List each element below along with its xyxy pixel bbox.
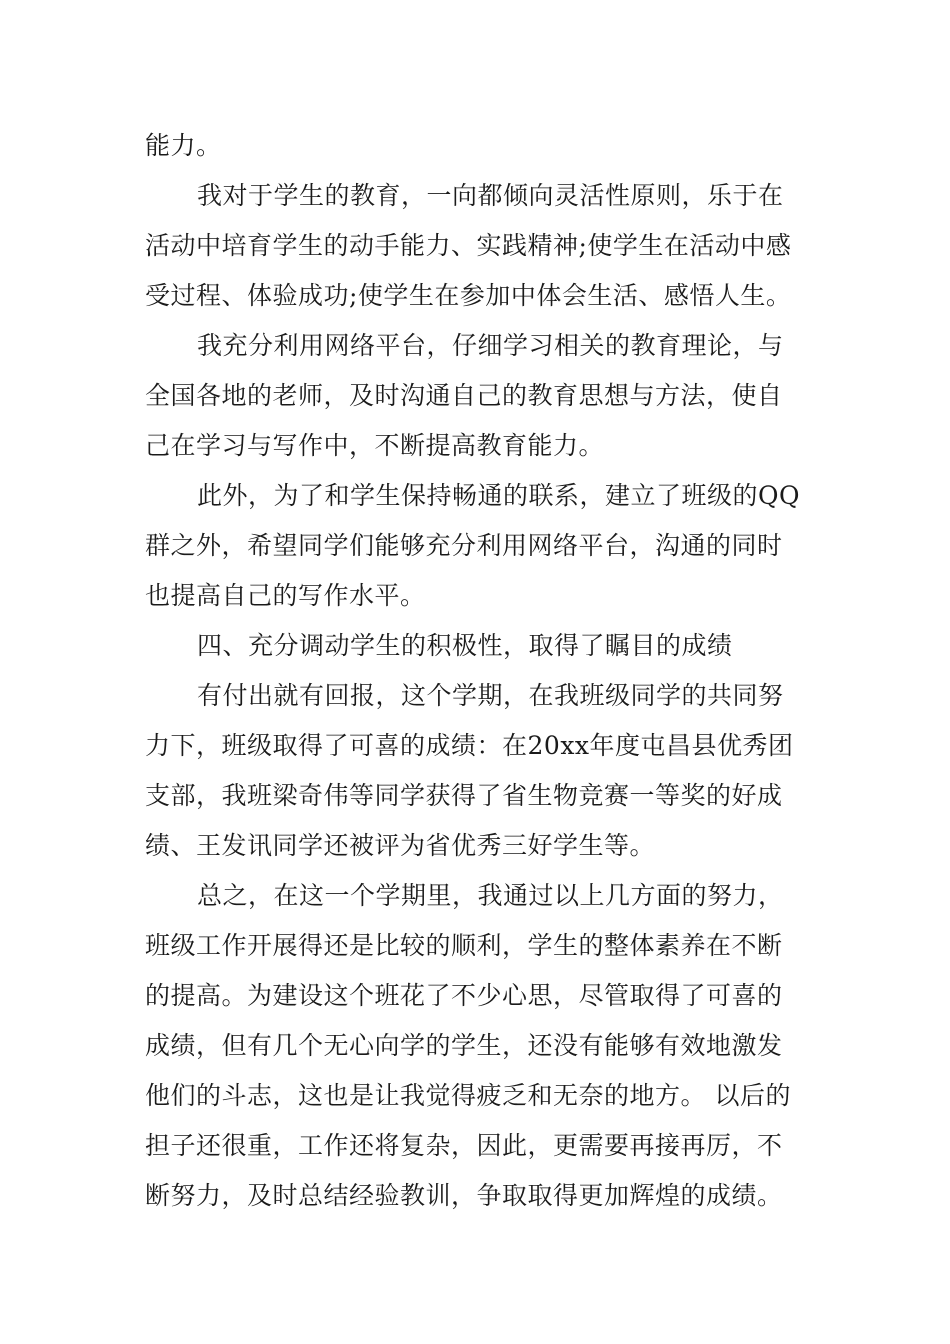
- text-line: 成绩，但有几个无心向学的学生，还没有能够有效地激发: [145, 1031, 783, 1060]
- text-line: 的提高。为建设这个班花了不少心思，尽管取得了可喜的: [145, 981, 783, 1010]
- text-line: 断努力，及时总结经验教训，争取取得更加辉煌的成绩。: [145, 1181, 783, 1210]
- text-line: 全国各地的老师，及时沟通自己的教育思想与方法，使自: [145, 381, 783, 410]
- text-line: 力下，班级取得了可喜的成绩：在20xx年度屯昌县优秀团: [145, 731, 794, 760]
- paragraph-start-line: 我充分利用网络平台，仔细学习相关的教育理论，与: [197, 331, 784, 360]
- section-heading: 四、充分调动学生的积极性，取得了瞩目的成绩: [197, 631, 733, 660]
- text-line: 支部，我班梁奇伟等同学获得了省生物竞赛一等奖的好成: [145, 781, 783, 810]
- document-body: [145, 121, 815, 1221]
- text-line: 活动中培育学生的动手能力、实践精神;使学生在活动中感: [145, 231, 792, 260]
- text-line: 群之外，希望同学们能够充分利用网络平台，沟通的同时: [145, 531, 783, 560]
- text-line: 他们的斗志，这也是让我觉得疲乏和无奈的地方。 以后的: [145, 1081, 791, 1110]
- text-line: 己在学习与写作中，不断提高教育能力。: [145, 431, 605, 460]
- paragraph-start-line: 此外，为了和学生保持畅通的联系，建立了班级的QQ: [197, 481, 800, 510]
- text-line: 担子还很重，工作还将复杂，因此，更需要再接再厉，不: [145, 1131, 783, 1160]
- text-line: 绩、王发讯同学还被评为省优秀三好学生等。: [145, 831, 656, 860]
- paragraph-start-line: 我对于学生的教育，一向都倾向灵活性原则，乐于在: [197, 181, 784, 210]
- text-line: 能力。: [145, 131, 222, 160]
- paragraph-start-line: 有付出就有回报，这个学期，在我班级同学的共同努: [197, 681, 784, 710]
- text-line: 也提高自己的写作水平。: [145, 581, 426, 610]
- paragraph-start-line: 总之，在这一个学期里，我通过以上几方面的努力，: [197, 881, 784, 910]
- text-line: 受过程、体验成功;使学生在参加中体会生活、感悟人生。: [145, 281, 792, 310]
- text-line: 班级工作开展得还是比较的顺利，学生的整体素养在不断: [145, 931, 783, 960]
